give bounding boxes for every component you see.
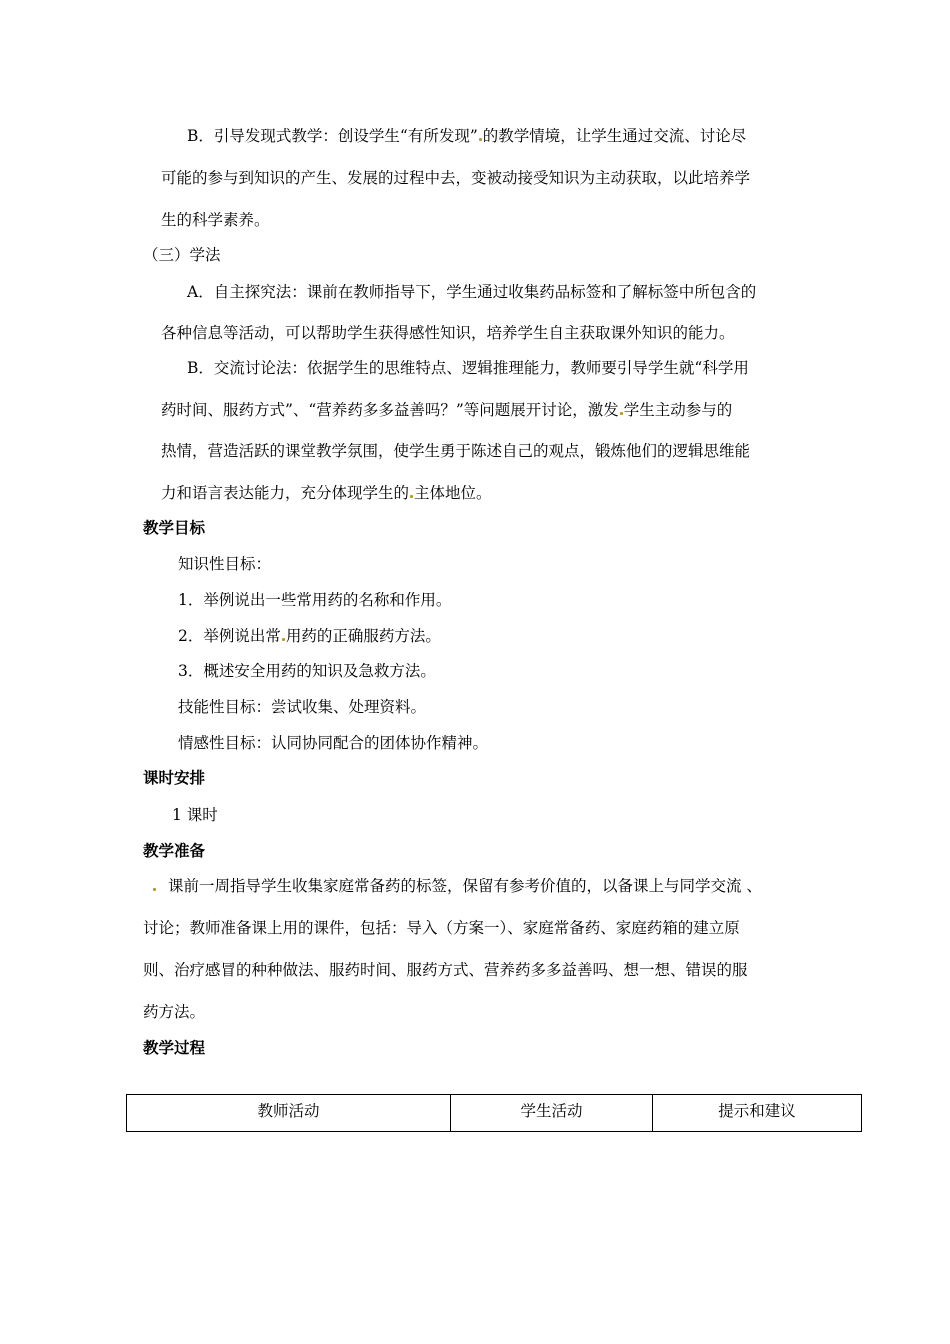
a-self-line-1: A．自主探究法：课前在教师指导下，学生通过收集药品标签和了解标签中所包含的 bbox=[187, 283, 757, 301]
emotion-objective: 情感性目标：认同协同配合的团体协作精神。 bbox=[178, 734, 489, 752]
b-discuss-text-4a: 力和语言表达能力，充分体现学生的 bbox=[161, 484, 410, 502]
marker-dot bbox=[282, 638, 285, 641]
knowledge-label: 知识性目标： bbox=[178, 555, 272, 573]
column-header-student: 学生活动 bbox=[451, 1095, 653, 1132]
column-header-teacher: 教师活动 bbox=[127, 1095, 451, 1132]
preparation-line-3: 则、治疗感冒的种种做法、服药时间、服药方式、营养药多多益善吗、想一想、错误的服 bbox=[143, 961, 748, 979]
b-discuss-line-3: 热情，营造活跃的课堂教学氛围，使学生勇于陈述自己的观点，锻炼他们的逻辑思维能 bbox=[161, 442, 751, 460]
marker-dot bbox=[479, 138, 482, 141]
b-method-line-2: 可能的参与到知识的产生、发展的过程中去，变被动接受知识为主动获取，以此培养学 bbox=[161, 169, 751, 187]
b-discuss-line-1: B．交流讨论法：依据学生的思维特点、逻辑推理能力，教师要引导学生就“科学用 bbox=[187, 359, 749, 377]
marker-dot bbox=[620, 412, 623, 415]
study-methods-title: （三）学法 bbox=[143, 246, 221, 264]
objective-item-3: 3．概述安全用药的知识及急救方法。 bbox=[178, 662, 436, 680]
b-discuss-line-2 bbox=[161, 400, 732, 420]
b-method-text-1a: B．引导发现式教学：创设学生“有所发现” bbox=[187, 127, 478, 145]
preparation-line-2: 讨论；教师准备课上用的课件，包括：导入（方案一）、家庭常备药、家庭药箱的建立原 bbox=[143, 919, 740, 937]
preparation-text-1: 课前一周指导学生收集家庭常备药的标签，保留有参考价值的，以备课上与同学交流 、 bbox=[168, 877, 762, 895]
marker-dot bbox=[410, 495, 413, 498]
skill-objective: 技能性目标：尝试收集、处理资料。 bbox=[178, 698, 427, 716]
b-discuss-text-2a: 药时间、服药方式”、“营养药多多益善吗？”等问题展开讨论，激发 bbox=[161, 401, 619, 419]
preparation-heading: 教学准备 bbox=[143, 842, 206, 860]
a-self-line-2: 各种信息等活动，可以帮助学生获得感性知识，培养学生自主获取课外知识的能力。 bbox=[161, 324, 735, 342]
column-header-tips: 提示和建议 bbox=[653, 1095, 862, 1132]
preparation-line-1 bbox=[152, 876, 762, 896]
objectives-heading: 教学目标 bbox=[143, 519, 206, 537]
objective-item-2b: 用药的正确服药方法。 bbox=[285, 627, 441, 645]
marker-dot bbox=[153, 888, 156, 891]
b-method-line-3: 生的科学素养。 bbox=[161, 211, 270, 229]
b-method-text-1b: 的教学情境，让学生通过交流、讨论尽 bbox=[482, 127, 747, 145]
b-discuss-text-4b: 主体地位。 bbox=[414, 484, 492, 502]
process-table bbox=[126, 1094, 862, 1132]
objective-item-1: 1．举例说出一些常用药的名称和作用。 bbox=[178, 591, 452, 609]
b-method-line-1 bbox=[187, 126, 746, 146]
process-heading: 教学过程 bbox=[143, 1039, 206, 1057]
objective-item-2a: 2．举例说出常 bbox=[178, 627, 281, 645]
table-row bbox=[127, 1095, 862, 1132]
schedule-heading: 课时安排 bbox=[143, 769, 206, 787]
b-discuss-line-4 bbox=[161, 483, 492, 503]
schedule-value: 1 课时 bbox=[172, 806, 218, 824]
objective-item-2 bbox=[178, 626, 441, 646]
b-discuss-text-2b: 学生主动参与的 bbox=[623, 401, 733, 419]
preparation-line-4: 药方法。 bbox=[143, 1003, 206, 1021]
